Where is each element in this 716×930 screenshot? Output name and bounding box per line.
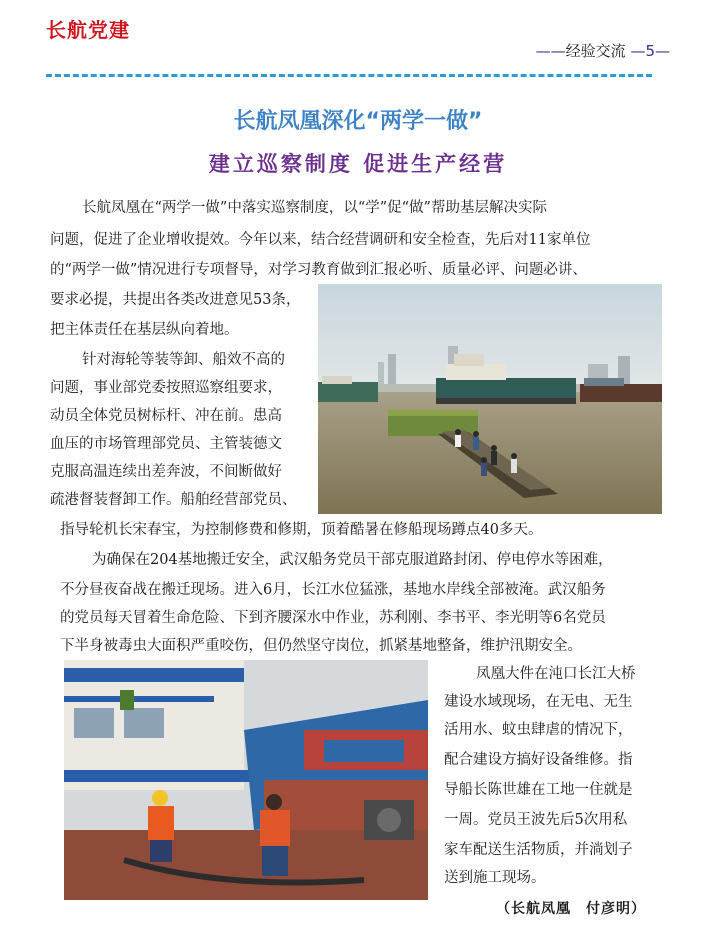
body-line: 的“两学一做”情况进行专项督导，对学习教育做到汇报必听、质量必评、问题必讲、 [50,262,587,278]
body-line: 凤凰大件在沌口长江大桥 [476,666,636,682]
body-line: 指导轮机长宋春宝，为控制修费和修期，顶着酷暑在修船现场蹲点40多天。 [60,522,543,538]
section-dash-right: — [630,42,646,60]
brand-logo-text: 长航党建 [46,18,130,42]
body-line: 动员全体党员树标杆、冲在前。患高 [50,408,282,424]
body-line: 血压的市场管理部党员、主管装德文 [50,436,282,452]
body-line: 问题，促进了企业增收提效。今年以来，结合经营调研和安全检查，先后对11家单位 [50,232,591,248]
body-line: 送到施工现场。 [444,870,546,886]
body-line: 不分昼夜奋战在搬迁现场。进入6月，长江水位猛涨，基地水岸线全部被淹。武汉船务 [60,582,606,598]
body-line: 克服高温连续出差奔波，不间断做好 [50,464,282,480]
section-dash-end: — [655,42,670,60]
body-line: 把主体责任在基层纵向着地。 [50,322,239,338]
body-line: 的党员每天冒着生命危险、下到齐腰深水中作业，苏利刚、李书平、李光明等6名党员 [60,610,606,626]
body-line: 问题，事业部党委按照巡察组要求， [50,380,282,396]
body-line: 下半身被毒虫大面积严重咬伤，但仍然坚守岗位，抓紧基地整备，维护汛期安全。 [60,638,582,654]
body-line: 长航凤凰在“两学一做”中落实巡察制度，以“学”促“做”帮助基层解决实际 [82,200,547,216]
body-line: 疏港督装督卸工作。船舶经营部党员、 [50,492,297,508]
article-subtitle: 建立巡察制度 促进生产经营 [208,151,508,176]
ship-deck-workers-photo [64,660,428,900]
article-title: 长航凤凰深化“两学一做” [233,109,483,134]
header-divider [46,74,652,77]
body-line: 针对海轮等装等卸、船效不高的 [82,352,285,368]
body-line: 活用水、蚊虫肆虐的情况下， [444,722,633,738]
body-line: 配合建设方搞好设备维修。指 [444,752,633,768]
page-number: 5 [645,42,655,60]
body-line: 建设水域现场，在无电、无生 [444,694,633,710]
body-line: 家车配送生活物质，并淌划子 [444,842,633,858]
body-line: 为确保在204基地搬迁安全，武汉船务党员干部克服道路封闭、停电停水等困难， [92,552,613,568]
body-line: 要求必提，共提出各类改进意见53条， [50,292,301,308]
section-header [536,40,670,61]
section-dash-left: —— [535,42,566,60]
body-line: 一周。党员王波先后5次用私 [444,812,628,828]
article-credit: （长航凤凰 付彦明） [496,901,646,917]
body-line: 导船长陈世雄在工地一住就是 [444,782,633,798]
section-label: 经验交流 [565,42,626,60]
river-barges-photo [318,284,662,514]
